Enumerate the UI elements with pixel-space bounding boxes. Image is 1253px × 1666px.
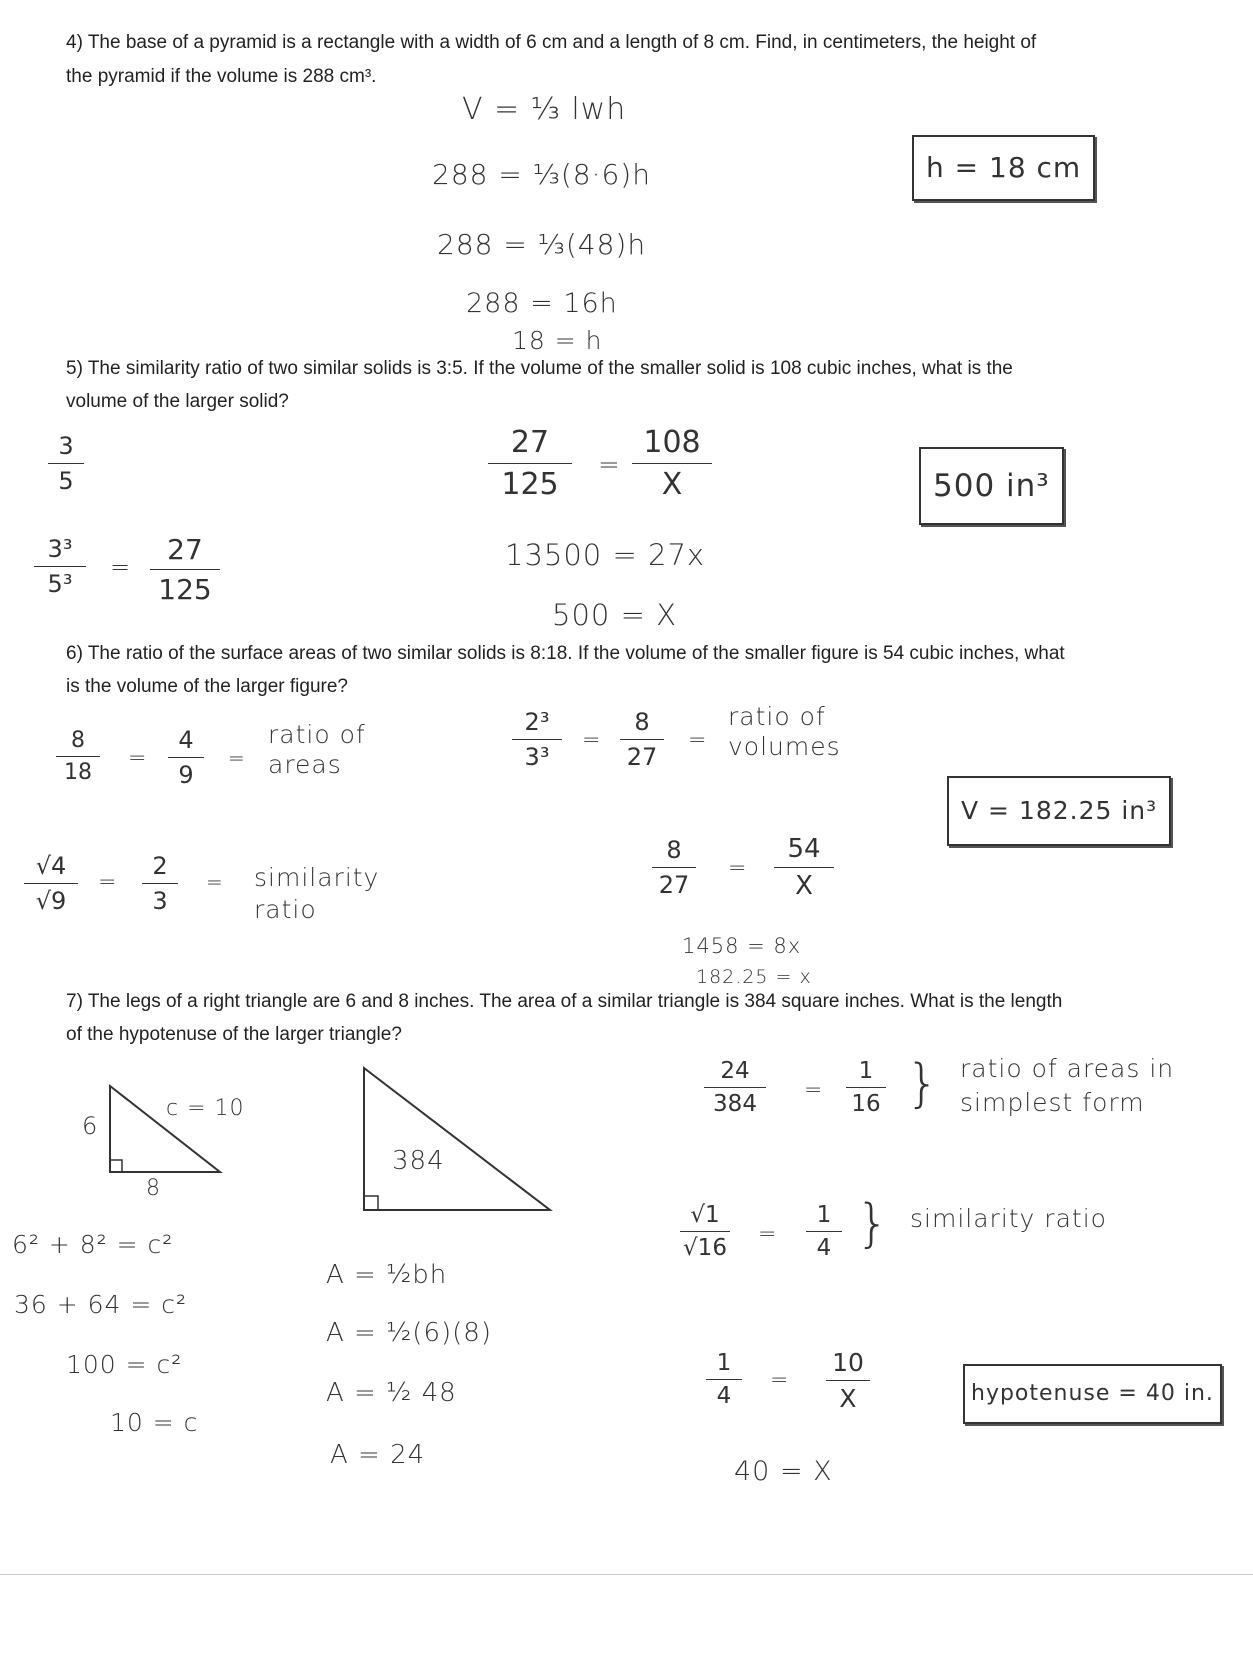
denominator: 4 bbox=[816, 1235, 832, 1261]
q4-work-line5: 18 = h bbox=[512, 326, 603, 355]
denominator: X bbox=[839, 1384, 857, 1413]
large-tri-area: 384 bbox=[392, 1146, 445, 1176]
q5-answer-box: 500 in³ bbox=[919, 447, 1064, 525]
q6-answer-box: V = 182.25 in³ bbox=[947, 776, 1171, 846]
q7-question-line2: of the hypotenuse of the larger triangle? bbox=[66, 1024, 402, 1045]
q7-proportion-right bbox=[826, 1348, 870, 1413]
denominator: 125 bbox=[158, 573, 212, 606]
q4-work-line3: 288 = ⅓(48)h bbox=[437, 228, 647, 261]
q7-proportion-left bbox=[706, 1350, 742, 1409]
small-tri-leg-b: 8 bbox=[146, 1176, 161, 1201]
q6-cross-multiply: 1458 = 8x bbox=[682, 934, 802, 958]
numerator: 8 bbox=[666, 836, 682, 864]
q7-prop-equals: = bbox=[770, 1368, 790, 1393]
q6-vol-equals: = bbox=[582, 728, 602, 753]
q7-area-work-line3: A = ½ 48 bbox=[326, 1378, 457, 1408]
denominator: 384 bbox=[713, 1091, 757, 1117]
q5-cube-value-fraction bbox=[150, 533, 220, 606]
q4-answer-box: h = 18 cm bbox=[912, 135, 1095, 201]
denominator: 5³ bbox=[47, 570, 73, 598]
numerator: 8 bbox=[634, 708, 650, 736]
q5-solve: 500 = X bbox=[552, 598, 677, 632]
q6-vol-equals-2: = bbox=[688, 728, 708, 753]
denominator: 9 bbox=[178, 761, 194, 789]
q7-area-work-line2: A = ½(6)(8) bbox=[326, 1318, 492, 1348]
numerator: 1 bbox=[716, 1350, 732, 1376]
q5-proportion-left bbox=[488, 425, 572, 502]
numerator: 24 bbox=[720, 1058, 750, 1084]
small-tri-leg-a: 6 bbox=[82, 1112, 99, 1140]
q6-question-line1: 6) The ratio of the surface areas of two similar solids is 8:18. If the volume of the smaller figure is 54 cubic inches, what bbox=[66, 643, 1065, 664]
q6-similarity-fraction bbox=[142, 852, 178, 915]
q7-area-work-line1: A = ½bh bbox=[326, 1260, 448, 1290]
q6-similarity-label: similarity ratio bbox=[254, 863, 380, 924]
q6-volume-label: ratio of volumes bbox=[728, 702, 841, 761]
q7-solve: 40 = X bbox=[734, 1456, 833, 1487]
numerator: 4 bbox=[178, 726, 194, 754]
denominator: 27 bbox=[658, 871, 690, 899]
denominator: 27 bbox=[626, 743, 658, 771]
numerator: 3 bbox=[58, 432, 74, 460]
q6-solve: 182.25 = x bbox=[696, 966, 812, 988]
q5-ratio-fraction bbox=[48, 432, 84, 495]
q6-area-label: ratio of areas bbox=[268, 720, 366, 779]
numerator: 1 bbox=[858, 1058, 874, 1084]
numerator: 8 bbox=[71, 728, 85, 753]
q4-work-line4: 288 = 16h bbox=[466, 288, 618, 319]
q7-pythag-line2: 36 + 64 = c² bbox=[14, 1290, 188, 1319]
numerator: 27 bbox=[510, 425, 550, 460]
scan-edge-line bbox=[0, 1574, 1253, 1575]
q7-area-brace: } bbox=[906, 1054, 941, 1114]
denominator: 3³ bbox=[524, 743, 550, 771]
numerator: 27 bbox=[167, 533, 203, 566]
numerator: 3³ bbox=[47, 535, 73, 563]
q5-cross-multiply: 13500 = 27x bbox=[505, 538, 706, 572]
q6-proportion-left bbox=[652, 836, 696, 899]
q5-cube-fraction bbox=[34, 535, 86, 598]
q6-question-line2: is the volume of the larger figure? bbox=[66, 676, 348, 697]
q7-area-equals: = bbox=[804, 1078, 824, 1103]
q7-area-work-line4: A = 24 bbox=[330, 1440, 426, 1470]
q6-area-equals-2: = bbox=[228, 746, 246, 770]
q6-sim-equals: = bbox=[98, 870, 118, 895]
q5-equals: = bbox=[110, 553, 132, 581]
denominator: 16 bbox=[851, 1091, 881, 1117]
denominator: 125 bbox=[501, 467, 559, 502]
small-tri-hypotenuse: c = 10 bbox=[166, 1096, 245, 1121]
q7-area-label: ratio of areas in simplest form bbox=[960, 1054, 1175, 1117]
q7-pythag-line4: 10 = c bbox=[110, 1408, 199, 1437]
q7-sim-brace: } bbox=[856, 1194, 891, 1254]
numerator: 1 bbox=[816, 1202, 832, 1228]
q7-similarity-fraction bbox=[806, 1202, 842, 1261]
denominator: 4 bbox=[716, 1383, 732, 1409]
q6-area-equals: = bbox=[128, 746, 148, 771]
q5-proportion-right bbox=[632, 425, 712, 502]
q7-area-simplified-fraction bbox=[846, 1058, 886, 1117]
numerator: √1 bbox=[690, 1202, 720, 1228]
q7-similarity-root-fraction bbox=[680, 1202, 730, 1261]
numerator: 2 bbox=[152, 852, 168, 880]
q6-proportion-right bbox=[774, 834, 834, 901]
q6-sim-equals-2: = bbox=[206, 870, 224, 894]
q7-answer-box: hypotenuse = 40 in. bbox=[963, 1364, 1222, 1424]
denominator: 3 bbox=[152, 887, 168, 915]
q7-pythag-line3: 100 = c² bbox=[66, 1350, 183, 1379]
q4-question-line2: the pyramid if the volume is 288 cm³. bbox=[66, 66, 377, 87]
numerator: √4 bbox=[35, 852, 67, 880]
numerator: 10 bbox=[832, 1348, 864, 1377]
numerator: 2³ bbox=[524, 708, 550, 736]
denominator: √16 bbox=[683, 1235, 727, 1261]
large-right-triangle bbox=[350, 1064, 560, 1216]
q6-area-ratio-fraction bbox=[56, 728, 100, 785]
q7-question-line1: 7) The legs of a right triangle are 6 and 8 inches. The area of a similar triangle is 384 square inches. What is the length bbox=[66, 991, 1063, 1012]
q4-work-line1: V = ⅓ lwh bbox=[462, 92, 627, 127]
q4-work-line2: 288 = ⅓(8·6)h bbox=[432, 158, 651, 191]
denominator: 18 bbox=[64, 760, 92, 785]
q5-question-line2: volume of the larger solid? bbox=[66, 391, 289, 412]
q4-question-line1: 4) The base of a pyramid is a rectangle with a width of 6 cm and a length of 8 cm. Find, in centimeters, the height of bbox=[66, 32, 1037, 53]
denominator: √9 bbox=[35, 887, 67, 915]
q6-prop-equals: = bbox=[728, 856, 748, 881]
denominator: X bbox=[661, 467, 683, 502]
denominator: 5 bbox=[58, 467, 74, 495]
numerator: 54 bbox=[787, 834, 821, 864]
q5-proportion-equals: = bbox=[598, 450, 621, 480]
numerator: 108 bbox=[643, 425, 701, 460]
q6-volume-cube-fraction bbox=[512, 708, 562, 771]
q5-question-line1: 5) The similarity ratio of two similar solids is 3:5. If the volume of the smaller solid is 108 cubic inches, what is the bbox=[66, 358, 1013, 379]
q7-pythag-line1: 6² + 8² = c² bbox=[12, 1230, 174, 1259]
q6-volume-fraction bbox=[620, 708, 664, 771]
small-right-triangle bbox=[100, 1080, 230, 1180]
q7-sim-equals: = bbox=[758, 1222, 778, 1247]
q7-area-ratio-fraction bbox=[704, 1058, 766, 1117]
q6-similarity-root-fraction bbox=[24, 852, 78, 915]
q6-area-simplified-fraction bbox=[168, 726, 204, 789]
q7-similarity-label: similarity ratio bbox=[910, 1204, 1107, 1233]
denominator: X bbox=[795, 871, 813, 901]
